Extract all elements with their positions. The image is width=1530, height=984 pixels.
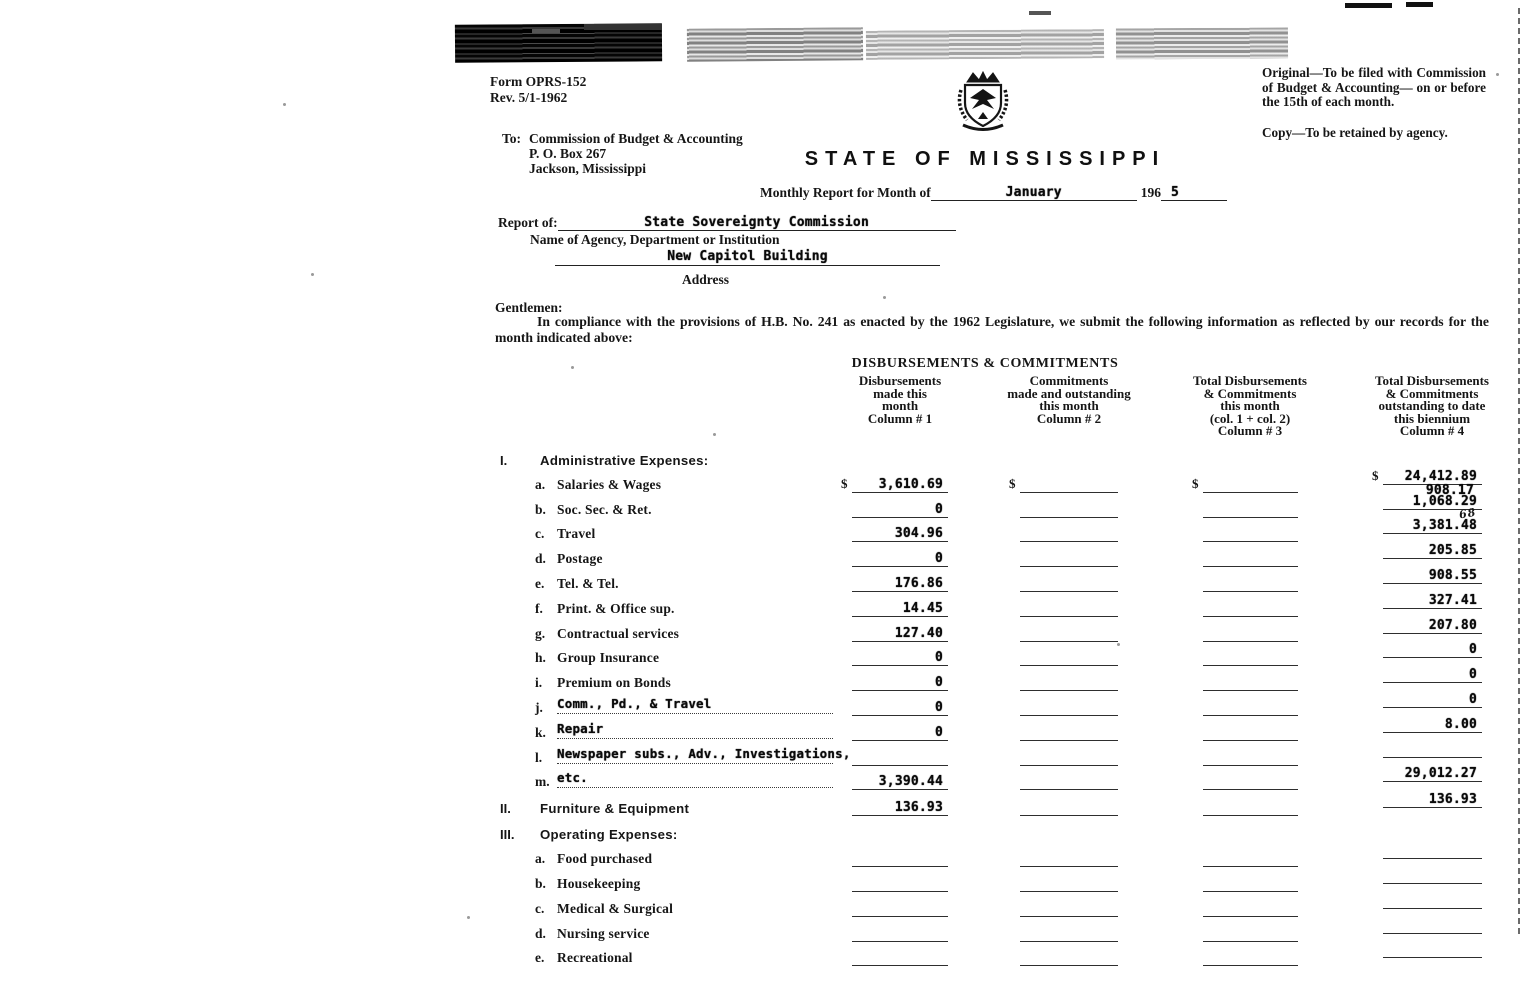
col1-value: 136.93 [894,800,943,816]
col1-value: 0 [934,724,943,740]
col4-value: 327.41 [1428,592,1477,608]
col4-line [1383,618,1482,634]
row-number: I. [500,453,508,468]
scanner-artifact-band [1116,28,1288,60]
row-label: Tel. & Tel. [557,575,619,591]
row-label-typed: Newspaper subs., Adv., Investigations, [557,745,851,761]
col4-line [1383,918,1482,934]
row-number: b. [535,501,546,517]
row-number: d. [535,551,546,567]
noise-speck [1496,73,1499,76]
dollar-sign: $ [841,475,848,491]
col1-line [852,477,948,493]
row-label: Food purchased [557,851,653,867]
column-header-line: Column # 3 [1217,423,1283,439]
column-headers [0,373,1530,439]
column-header-line: & Commitments [1203,385,1297,401]
row-label-fill-line [557,769,833,788]
col3-line [1203,700,1298,716]
col1-value: 127.40 [894,625,943,641]
table-title: DISBURSEMENTS & COMMITMENTS [851,356,1119,371]
col3-line [1203,926,1298,942]
col2-line [1020,876,1118,892]
col1-line [852,626,948,642]
col1-line [852,576,948,592]
agency-name: State Sovereignty Commission [644,215,869,230]
row-label: Nursing service [557,925,650,941]
year-fill-line [1161,184,1227,201]
col4-line [1383,868,1482,884]
table-row [0,543,1530,571]
table-row [0,592,1530,621]
col1-value: 3,390.44 [878,774,943,790]
form-id-block [490,74,586,106]
noise-speck [311,273,314,276]
col4-value: 1,068.29 [1412,493,1477,509]
row-label: Salaries & Wages [557,476,662,492]
address-value: New Capitol Building [667,249,828,264]
row-label-fill-line [557,720,833,739]
table-row [0,493,1530,522]
table-row [0,467,1530,498]
col1-line [852,526,948,542]
col4-handwritten-correction: 68 [1457,505,1477,522]
row-label: Contractual services [557,625,680,641]
page-title: STATE OF MISSISSIPPI [804,148,1166,170]
column-header-line: & Commitments [1385,385,1479,401]
col1-line [852,851,948,867]
col2-line [1020,601,1118,617]
col3-line [1203,477,1298,493]
col1-line [852,750,948,766]
dollar-sign: $ [1009,475,1016,491]
body-paragraph: In compliance with the provisions of H.B. No. 241 as enacted by the 1962 Legislature, we submit the following information as reflected by our records for the month indicated above: [495,314,1489,345]
col3-line [1203,626,1298,642]
column-header-line: outstanding to date [1378,398,1486,414]
row-label-typed: Comm., Pd., & Travel [557,695,712,711]
col4-line [1383,642,1482,658]
col1-value: 304.96 [894,526,943,542]
row-number: c. [535,900,545,916]
col4-line [1383,893,1482,909]
col3-line [1203,901,1298,917]
row-label-fill-line [557,745,851,764]
col4-line [1383,593,1482,609]
row-number: a. [535,851,546,867]
row-label-fill-line [557,695,833,714]
col4-value: 205.85 [1428,543,1477,559]
scanner-streak [1029,11,1051,15]
row-label: Operating Expenses: [540,827,678,843]
table-row [0,794,1530,820]
col3-line [1203,950,1298,966]
col4-line [1383,742,1482,758]
row-number: b. [535,875,546,891]
col2-line [1020,477,1118,493]
form-revision: Rev. 5/1-1962 [490,90,568,105]
year-prefix: 196 [1140,185,1161,200]
col4-value: 136.93 [1428,792,1477,808]
form-number: Form OPRS-152 [490,74,587,89]
col4-line [1383,667,1482,683]
row-label: Soc. Sec. & Ret. [557,501,652,517]
col1-value: 14.45 [902,600,943,616]
col4-line [1383,942,1482,958]
column-header-line: Total Disbursements [1374,373,1489,388]
table-row [0,896,1530,921]
table-row [0,567,1530,596]
report-of-line [498,214,956,231]
column-header-line: this month [1220,398,1280,414]
col1-value: 0 [934,551,943,567]
col4-line [1383,717,1482,733]
table-row [0,446,1530,472]
col3-line [1203,800,1298,816]
col4-line [1383,766,1482,782]
row-number: a. [535,476,546,492]
row-label: Travel [557,526,596,542]
column-header-line: (col. 1 + col. 2) [1209,410,1291,426]
column-header-line: Column # 1 [867,410,933,426]
col2-line [1020,901,1118,917]
table-row [0,716,1530,745]
col2-line [1020,950,1118,966]
col3-line [1203,750,1298,766]
col4-line [1383,505,1482,534]
table-row [0,766,1530,795]
col1-line [852,926,948,942]
column-header-line: Commitments [1029,373,1109,388]
col2-line [1020,675,1118,691]
column-header-line: made and outstanding [1007,385,1131,401]
col2-line [1020,650,1118,666]
report-of-label: Report of: [498,215,558,230]
col3-line [1203,851,1298,867]
row-label: Group Insurance [557,650,660,666]
col1-line [852,774,948,790]
col1-line [852,950,948,966]
row-number: d. [535,925,546,941]
col4-line [1383,792,1482,808]
row-number: h. [535,650,546,666]
col1-value: 0 [934,501,943,517]
col4-value: 207.80 [1428,617,1477,633]
column-header-4 [1322,375,1530,438]
col2-line [1020,502,1118,518]
col4-value: 908.55 [1428,567,1477,583]
col1-value: 176.86 [894,575,943,591]
agency-caption: Name of Agency, Department or Institution [530,232,780,247]
column-header-line: month [881,398,919,414]
row-number: l. [535,749,543,765]
col3-line [1203,650,1298,666]
table-row [0,946,1530,971]
row-label: Premium on Bonds [557,675,671,691]
row-number: j. [535,699,543,715]
address-line [555,248,940,266]
col2-line [1020,774,1118,790]
table-row [0,921,1530,946]
row-label-typed: Repair [557,720,604,736]
col1-line [852,876,948,892]
scanner-artifact-band [866,29,1104,60]
col4-line [1383,692,1482,708]
col3-line [1203,526,1298,542]
col1-line [852,675,948,691]
column-header-line: Column # 4 [1399,423,1465,439]
column-header-line: this biennium [1393,410,1471,426]
noise-speck [571,366,574,369]
col4-value: 3,381.48 [1412,518,1477,534]
salutation: Gentlemen: [495,300,563,315]
column-header-line: Total Disbursements [1192,373,1307,388]
col4-line [1383,843,1482,859]
col3-line [1203,576,1298,592]
row-label: Housekeeping [557,875,641,891]
col3-line [1203,876,1298,892]
col1-value: 0 [934,650,943,666]
col1-line [852,502,948,518]
col1-value: 0 [934,675,943,691]
row-number: m. [535,774,550,790]
col4-value: 0 [1468,691,1477,707]
col4-line [1383,568,1482,584]
dollar-sign: $ [1372,467,1379,483]
row-label: Furniture & Equipment [540,801,690,817]
scanner-streak [1345,3,1392,8]
state-seal-icon [952,70,1014,136]
table-row [0,667,1530,695]
addressee-line: P. O. Box 267 [529,146,607,161]
col4-line [1383,468,1482,498]
row-number: III. [500,827,515,843]
col1-line [852,725,948,741]
col2-line [1020,551,1118,567]
col1-value: 0 [934,699,943,715]
col4-value: 8.00 [1444,716,1477,732]
table-row [0,617,1530,646]
row-label-typed: etc. [557,770,588,786]
noise-speck [883,296,886,299]
col3-line [1203,774,1298,790]
row-label: Administrative Expenses: [540,453,709,468]
table-row [0,691,1530,720]
col3-line [1203,675,1298,691]
row-number: g. [535,625,546,641]
address-caption: Address [682,272,730,287]
col1-value: 3,610.69 [878,476,943,492]
year-digit: 5 [1170,185,1180,200]
col1-line [852,601,948,617]
table-row [0,871,1530,896]
row-label: Postage [557,551,603,567]
monthly-report-line [760,184,1227,201]
col3-line [1203,551,1298,567]
col2-line [1020,700,1118,716]
row-number: f. [535,600,543,616]
col2-line [1020,626,1118,642]
col3-line [1203,502,1298,518]
noise-speck [283,103,286,106]
col4-line [1383,543,1482,559]
col2-line [1020,800,1118,816]
month-fill-line [931,184,1137,201]
row-label: Recreational [557,950,633,966]
col4-value: 24,412.89 [1404,468,1477,484]
column-header-line: made this [873,385,927,401]
scanner-streak [1406,2,1433,7]
dollar-sign: $ [1192,475,1199,491]
addressee-line: Jackson, Mississippi [529,161,647,176]
col3-line [1203,601,1298,617]
col2-line [1020,526,1118,542]
column-header-line: Disbursements [858,373,942,388]
col3-line [1203,725,1298,741]
column-header-line: this month [1039,398,1099,414]
expense-table [0,446,1530,970]
month-value: January [1005,185,1062,200]
column-header-line: Column # 2 [1036,410,1102,426]
col2-line [1020,750,1118,766]
col4-value: 0 [1468,642,1477,658]
row-number: i. [535,675,543,691]
row-number: c. [535,526,545,542]
monthly-report-label: Monthly Report for Month of [760,185,931,200]
row-label: Print. & Office sup. [557,600,675,616]
col1-line [852,650,948,666]
scanner-streak [532,29,560,33]
scanner-streak [584,24,662,30]
addressee-block [502,131,743,176]
col1-line [852,551,948,567]
col1-line [852,800,948,816]
col4-extra-value: 908.17 [1425,482,1474,498]
row-number: e. [535,575,545,591]
col2-line [1020,851,1118,867]
to-label: To: [502,131,522,146]
table-row [0,642,1530,671]
row-number: II. [500,801,511,817]
row-number: k. [535,724,546,740]
address-fill-line [555,248,940,266]
col2-line [1020,725,1118,741]
addressee-line: Commission of Budget & Accounting [529,131,743,146]
col2-line [1020,926,1118,942]
original-filing-note: Original—To be filed with Commission of Budget & Accounting— on or before the 15th of each month. [1262,65,1486,109]
copy-note: Copy—To be retained by agency. [1262,125,1448,140]
agency-fill-line [558,214,956,231]
row-label: Medical & Surgical [557,900,674,916]
table-row [0,820,1530,846]
table-row [0,745,1530,770]
col4-value: 29,012.27 [1404,766,1477,782]
col1-line [852,700,948,716]
col1-line [852,901,948,917]
col2-line [1020,576,1118,592]
table-row [0,846,1530,871]
scanner-artifact-band [687,27,863,62]
row-number: e. [535,950,545,966]
col4-value: 0 [1468,667,1477,683]
